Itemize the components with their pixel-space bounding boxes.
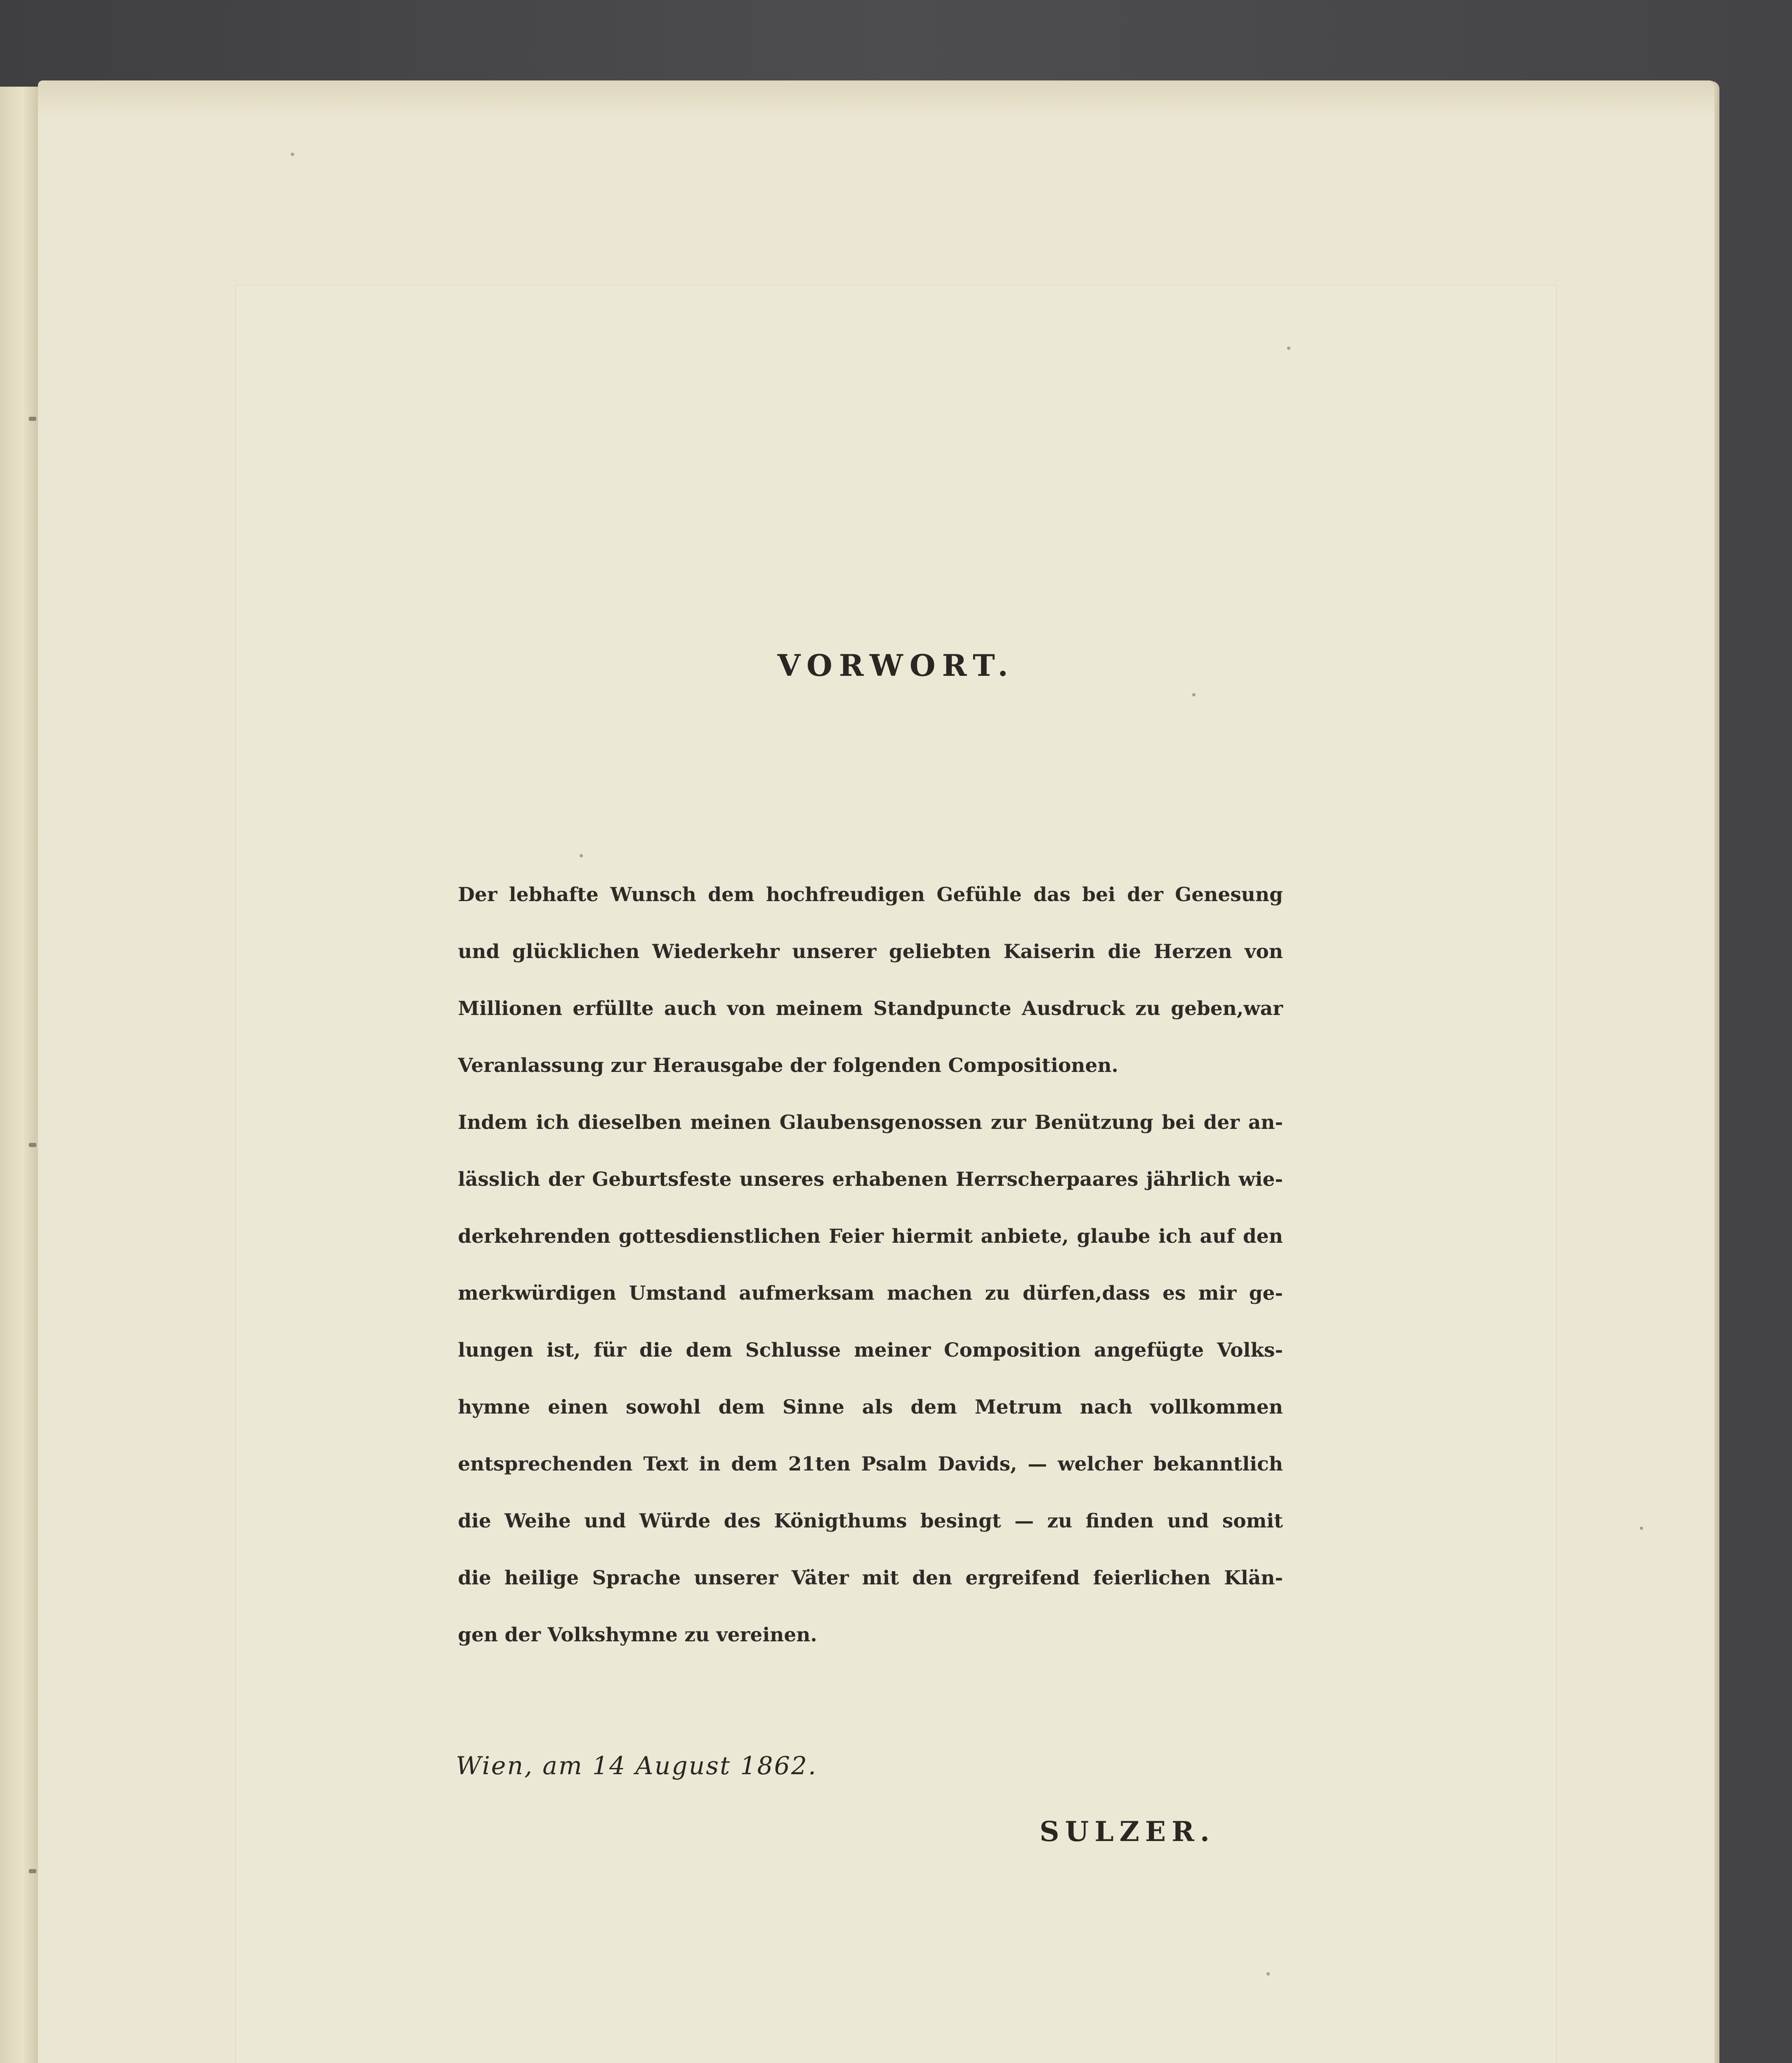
binding-notch: [29, 417, 36, 421]
binding-notch: [29, 1869, 36, 1873]
paper-speck: [1287, 347, 1290, 350]
text-line: die heilige Sprache unserer Väter mit den ergreifend feierlichen Klän-: [458, 1567, 1283, 1589]
signature: SULZER.: [1040, 1815, 1215, 1848]
text-line: entsprechenden Text in dem 21ten Psalm Davids, — welcher bekanntlich: [458, 1453, 1283, 1475]
text-line: lungen ist, für die dem Schlusse meiner Composition angefügte Volks-: [458, 1339, 1283, 1362]
text-line: lässlich der Geburtsfeste unseres erhabenen Herrscherpaares jährlich wie-: [458, 1168, 1283, 1191]
text-line: derkehrenden gottesdienstlichen Feier hiermit anbiete, glaube ich auf den: [458, 1225, 1283, 1248]
adjacent-page-edge: [0, 87, 39, 2063]
text-line: hymne einen sowohl dem Sinne als dem Metrum nach vollkommen: [458, 1396, 1283, 1419]
paper-speck: [291, 153, 294, 156]
place-date: Wien, am 14 August 1862.: [456, 1751, 818, 1780]
paper-speck: [1266, 1972, 1270, 1976]
binding-notch: [29, 1143, 36, 1147]
text-line: die Weihe und Würde des Königthums besingt — zu finden und somit: [458, 1510, 1283, 1532]
text-line: und glücklichen Wiederkehr unserer geliebten Kaiserin die Herzen von: [458, 940, 1283, 963]
text-line: Veranlassung zur Herausgabe der folgenden Compositionen.: [458, 1054, 1118, 1077]
text-line: Indem ich dieselben meinen Glaubensgenossen zur Benützung bei der an-: [458, 1111, 1283, 1134]
paper-speck: [1192, 693, 1195, 696]
text-line: Der lebhafte Wunsch dem hochfreudigen Gefühle das bei der Genesung: [458, 883, 1283, 906]
preface-text: [458, 866, 1283, 1664]
text-line: merkwürdigen Umstand aufmerksam machen zu dürfen,dass es mir ge-: [458, 1282, 1283, 1305]
text-line: gen der Volkshymne zu vereinen.: [458, 1624, 817, 1646]
text-line: Millionen erfüllte auch von meinem Standpuncte Ausdruck zu geben,war: [458, 997, 1283, 1020]
paper-speck: [580, 854, 583, 857]
page-top-edge: [38, 80, 1714, 118]
paper-speck: [1640, 1527, 1643, 1530]
page-title: VORWORT.: [777, 648, 1015, 683]
